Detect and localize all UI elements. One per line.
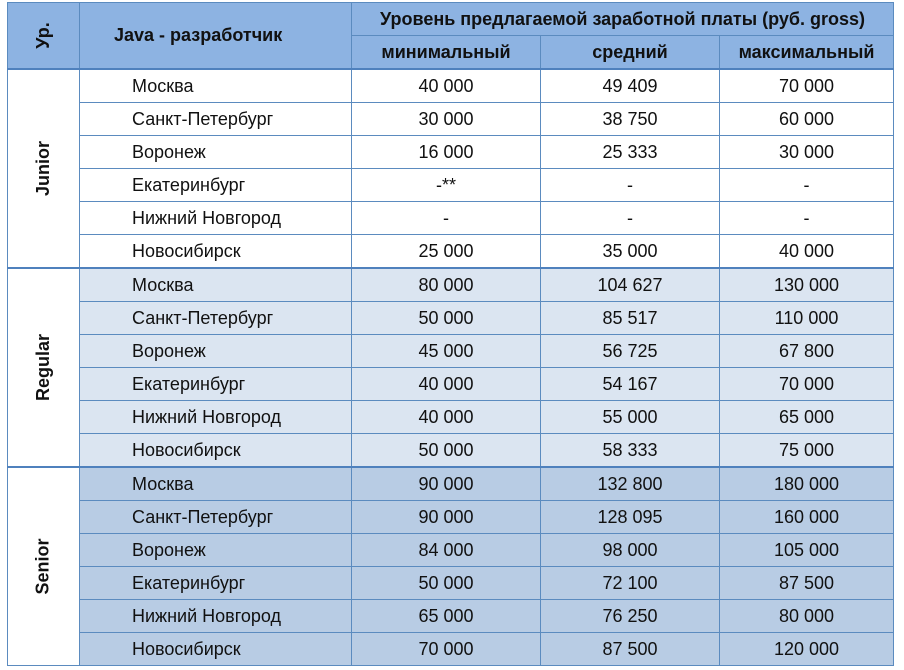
min-salary-cell: 25 000	[352, 235, 541, 269]
max-salary-cell: 40 000	[720, 235, 894, 269]
level-label-cell	[8, 467, 80, 666]
city-cell: Санкт-Петербург	[80, 103, 352, 136]
min-salary-cell: -**	[352, 169, 541, 202]
max-salary-cell: 160 000	[720, 501, 894, 534]
table-header	[8, 3, 894, 70]
table-row	[8, 235, 894, 269]
max-salary-cell: 67 800	[720, 335, 894, 368]
min-salary-cell: 84 000	[352, 534, 541, 567]
min-salary-cell: 90 000	[352, 501, 541, 534]
min-salary-cell: 30 000	[352, 103, 541, 136]
level-label-cell	[8, 268, 80, 467]
min-salary-cell: 40 000	[352, 69, 541, 103]
city-cell: Екатеринбург	[80, 169, 352, 202]
table-row	[8, 534, 894, 567]
city-cell: Екатеринбург	[80, 567, 352, 600]
avg-salary-cell: -	[541, 169, 720, 202]
max-salary-cell: 65 000	[720, 401, 894, 434]
avg-salary-cell: 49 409	[541, 69, 720, 103]
salary-table-wrapper	[7, 2, 893, 666]
min-salary-cell: 90 000	[352, 467, 541, 501]
level-column-header: Ур.	[8, 3, 80, 70]
city-cell: Нижний Новгород	[80, 600, 352, 633]
min-salary-cell: 16 000	[352, 136, 541, 169]
city-cell: Новосибирск	[80, 235, 352, 269]
city-cell: Новосибирск	[80, 633, 352, 666]
level-group-senior	[8, 467, 894, 666]
city-cell: Москва	[80, 69, 352, 103]
min-salary-cell: 70 000	[352, 633, 541, 666]
salary-table	[7, 2, 894, 666]
table-row	[8, 501, 894, 534]
table-row	[8, 434, 894, 468]
city-cell: Новосибирск	[80, 434, 352, 468]
city-cell: Екатеринбург	[80, 368, 352, 401]
table-row	[8, 103, 894, 136]
max-salary-cell: -	[720, 169, 894, 202]
city-cell: Нижний Новгород	[80, 202, 352, 235]
city-cell: Москва	[80, 268, 352, 302]
min-salary-cell: 50 000	[352, 434, 541, 468]
table-row	[8, 567, 894, 600]
avg-salary-cell: 25 333	[541, 136, 720, 169]
avg-column-header: средний	[541, 36, 720, 70]
min-salary-cell: 45 000	[352, 335, 541, 368]
city-cell: Воронеж	[80, 136, 352, 169]
table-row	[8, 268, 894, 302]
city-cell: Воронеж	[80, 534, 352, 567]
city-cell: Воронеж	[80, 335, 352, 368]
avg-salary-cell: 104 627	[541, 268, 720, 302]
table-row	[8, 136, 894, 169]
table-row	[8, 302, 894, 335]
max-salary-cell: 80 000	[720, 600, 894, 633]
max-salary-cell: 75 000	[720, 434, 894, 468]
city-cell: Санкт-Петербург	[80, 501, 352, 534]
table-row	[8, 335, 894, 368]
salary-group-header: Уровень предлагаемой заработной платы (руб. gross)	[352, 3, 894, 36]
avg-salary-cell: 132 800	[541, 467, 720, 501]
level-label: Regular	[33, 333, 53, 402]
min-salary-cell: 80 000	[352, 268, 541, 302]
table-row	[8, 467, 894, 501]
table-row	[8, 368, 894, 401]
avg-salary-cell: 56 725	[541, 335, 720, 368]
table-row	[8, 633, 894, 666]
city-cell: Санкт-Петербург	[80, 302, 352, 335]
avg-salary-cell: 55 000	[541, 401, 720, 434]
max-salary-cell: 30 000	[720, 136, 894, 169]
table-row	[8, 401, 894, 434]
min-salary-cell: 50 000	[352, 567, 541, 600]
min-salary-cell: 40 000	[352, 368, 541, 401]
level-group-junior	[8, 69, 894, 268]
max-column-header: максимальный	[720, 36, 894, 70]
max-salary-cell: 110 000	[720, 302, 894, 335]
avg-salary-cell: 35 000	[541, 235, 720, 269]
avg-salary-cell: 87 500	[541, 633, 720, 666]
table-row	[8, 202, 894, 235]
level-label: Junior	[32, 140, 53, 197]
min-salary-cell: 65 000	[352, 600, 541, 633]
table-row	[8, 600, 894, 633]
city-cell: Москва	[80, 467, 352, 501]
avg-salary-cell: 54 167	[541, 368, 720, 401]
max-salary-cell: 120 000	[720, 633, 894, 666]
max-salary-cell: 70 000	[720, 69, 894, 103]
min-column-header: минимальный	[352, 36, 541, 70]
max-salary-cell: 180 000	[720, 467, 894, 501]
avg-salary-cell: 38 750	[541, 103, 720, 136]
table-row	[8, 69, 894, 103]
min-salary-cell: 50 000	[352, 302, 541, 335]
level-group-regular	[8, 268, 894, 467]
level-label: Senior	[32, 538, 53, 595]
city-cell: Нижний Новгород	[80, 401, 352, 434]
max-salary-cell: -	[720, 202, 894, 235]
max-salary-cell: 105 000	[720, 534, 894, 567]
avg-salary-cell: 98 000	[541, 534, 720, 567]
min-salary-cell: -	[352, 202, 541, 235]
avg-salary-cell: 58 333	[541, 434, 720, 468]
avg-salary-cell: 76 250	[541, 600, 720, 633]
table-row	[8, 169, 894, 202]
min-salary-cell: 40 000	[352, 401, 541, 434]
avg-salary-cell: -	[541, 202, 720, 235]
level-label-cell	[8, 69, 80, 268]
max-salary-cell: 60 000	[720, 103, 894, 136]
max-salary-cell: 130 000	[720, 268, 894, 302]
avg-salary-cell: 72 100	[541, 567, 720, 600]
avg-salary-cell: 128 095	[541, 501, 720, 534]
max-salary-cell: 70 000	[720, 368, 894, 401]
max-salary-cell: 87 500	[720, 567, 894, 600]
avg-salary-cell: 85 517	[541, 302, 720, 335]
role-column-header: Java - разработчик	[80, 3, 352, 70]
